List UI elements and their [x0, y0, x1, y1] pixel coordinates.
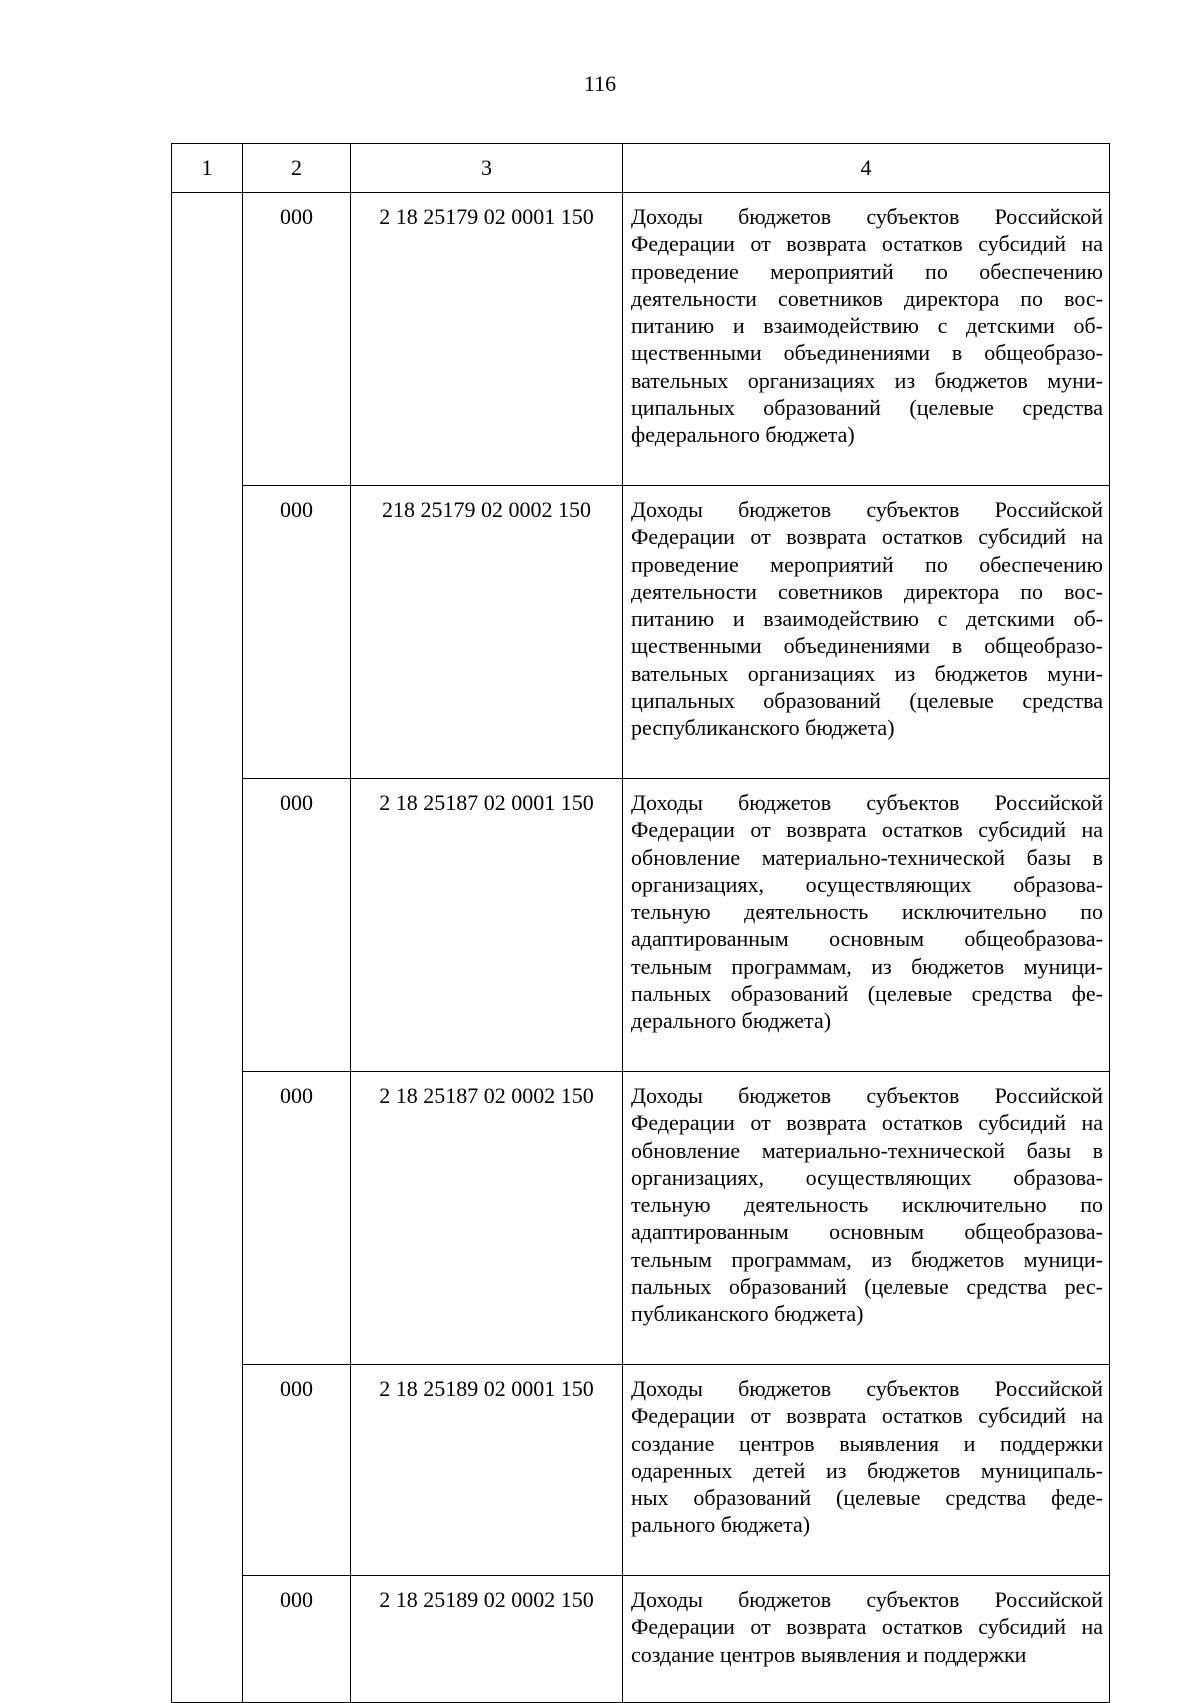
- description-line: тельным программам, из бюджетов муници-: [631, 953, 1103, 979]
- page-number: 116: [583, 71, 617, 96]
- description-line: адаптированным основным общеобразова-: [631, 1219, 1103, 1245]
- description-line: проведение мероприятий по обеспечению: [631, 551, 1103, 577]
- table-row: [172, 193, 1110, 486]
- revenue-codes-table: [171, 143, 1110, 1703]
- description-cell: [623, 1072, 1110, 1365]
- description-line: вательных организациях из бюджетов муни-: [631, 367, 1103, 393]
- header-cell-1: 1: [172, 144, 243, 193]
- description-line: Доходы бюджетов субъектов Российской: [631, 1083, 1103, 1108]
- description-line: ных образований (целевые средства феде-: [631, 1485, 1103, 1511]
- description-line: питанию и взаимодействию с детскими об-: [631, 313, 1103, 339]
- table-row: [172, 1365, 1110, 1576]
- description-line: Доходы бюджетов субъектов Российской: [631, 204, 1103, 229]
- merged-column-1-cell: [172, 193, 243, 1703]
- description-line: Доходы бюджетов субъектов Российской: [631, 1376, 1103, 1401]
- description-line: адаптированным основным общеобразова-: [631, 926, 1103, 952]
- description-line: деятельности советников директора по вос-: [631, 285, 1103, 311]
- description-line: деятельности советников директора по вос-: [631, 578, 1103, 604]
- header-cell-4: 4: [623, 144, 1110, 193]
- description-line: ципальных образований (целевые средства: [631, 688, 1103, 714]
- description-cell: [623, 193, 1110, 486]
- description-line: пальных образований (целевые средства рес-: [631, 1274, 1103, 1300]
- description-line: Федерации от возврата остатков субсидий на: [631, 1614, 1103, 1640]
- description-line: ципальных образований (целевые средства: [631, 395, 1103, 421]
- description-line: рального бюджета): [631, 1512, 811, 1538]
- budget-code-cell: 2 18 25187 02 0001 150: [351, 779, 623, 1072]
- admin-code-cell: 000: [243, 1072, 351, 1365]
- description-line: организациях, осуществляющих образова-: [631, 871, 1103, 897]
- budget-code-cell: 2 18 25189 02 0001 150: [351, 1365, 623, 1576]
- description-line: Федерации от возврата остатков субсидий на: [631, 1110, 1103, 1136]
- description-line: тельную деятельность исключительно по: [631, 1192, 1103, 1218]
- description-line: вательных организациях из бюджетов муни-: [631, 660, 1103, 686]
- description-cell: [623, 486, 1110, 779]
- description-line: питанию и взаимодействию с детскими об-: [631, 606, 1103, 632]
- description-line: публиканского бюджета): [631, 1301, 864, 1327]
- description-cell: [623, 779, 1110, 1072]
- admin-code-cell: 000: [243, 779, 351, 1072]
- description-line: дерального бюджета): [631, 1008, 832, 1034]
- header-cell-2: 2: [243, 144, 351, 193]
- description-line: создание центров выявления и поддержки: [631, 1430, 1103, 1456]
- description-line: обновление материально-технической базы в: [631, 1137, 1103, 1163]
- description-line: щественными объединениями в общеобразо-: [631, 340, 1103, 366]
- admin-code-cell: 000: [243, 1365, 351, 1576]
- admin-code-cell: 000: [243, 486, 351, 779]
- table-row: [172, 779, 1110, 1072]
- table-row: [172, 1072, 1110, 1365]
- table-header-row: [172, 144, 1110, 193]
- admin-code-cell: 000: [243, 1576, 351, 1703]
- description-line: республиканского бюджета): [631, 715, 895, 741]
- description-line: Федерации от возврата остатков субсидий на: [631, 817, 1103, 843]
- description-line: обновление материально-технической базы в: [631, 844, 1103, 870]
- description-line: создание центров выявления и поддержки: [631, 1641, 1027, 1667]
- description-line: щественными объединениями в общеобразо-: [631, 633, 1103, 659]
- budget-code-cell: 218 25179 02 0002 150: [351, 486, 623, 779]
- description-line: Доходы бюджетов субъектов Российской: [631, 497, 1103, 522]
- description-cell: [623, 1365, 1110, 1576]
- header-cell-3: 3: [351, 144, 623, 193]
- table-row: [172, 1576, 1110, 1703]
- description-line: одаренных детей из бюджетов муниципаль-: [631, 1457, 1103, 1483]
- table-row: [172, 486, 1110, 779]
- description-line: Федерации от возврата остатков субсидий на: [631, 1403, 1103, 1429]
- description-line: проведение мероприятий по обеспечению: [631, 258, 1103, 284]
- budget-code-cell: 2 18 25189 02 0002 150: [351, 1576, 623, 1703]
- description-line: тельную деятельность исключительно по: [631, 899, 1103, 925]
- budget-code-cell: 2 18 25187 02 0002 150: [351, 1072, 623, 1365]
- description-line: пальных образований (целевые средства фе-: [631, 981, 1103, 1007]
- admin-code-cell: 000: [243, 193, 351, 486]
- description-line: федерального бюджета): [631, 422, 855, 448]
- description-line: Доходы бюджетов субъектов Российской: [631, 1587, 1103, 1612]
- description-line: организациях, осуществляющих образова-: [631, 1164, 1103, 1190]
- description-cell: [623, 1576, 1110, 1703]
- description-line: тельным программам, из бюджетов муници-: [631, 1246, 1103, 1272]
- description-line: Доходы бюджетов субъектов Российской: [631, 790, 1103, 815]
- budget-code-cell: 2 18 25179 02 0001 150: [351, 193, 623, 486]
- description-line: Федерации от возврата остатков субсидий на: [631, 524, 1103, 550]
- description-line: Федерации от возврата остатков субсидий на: [631, 231, 1103, 257]
